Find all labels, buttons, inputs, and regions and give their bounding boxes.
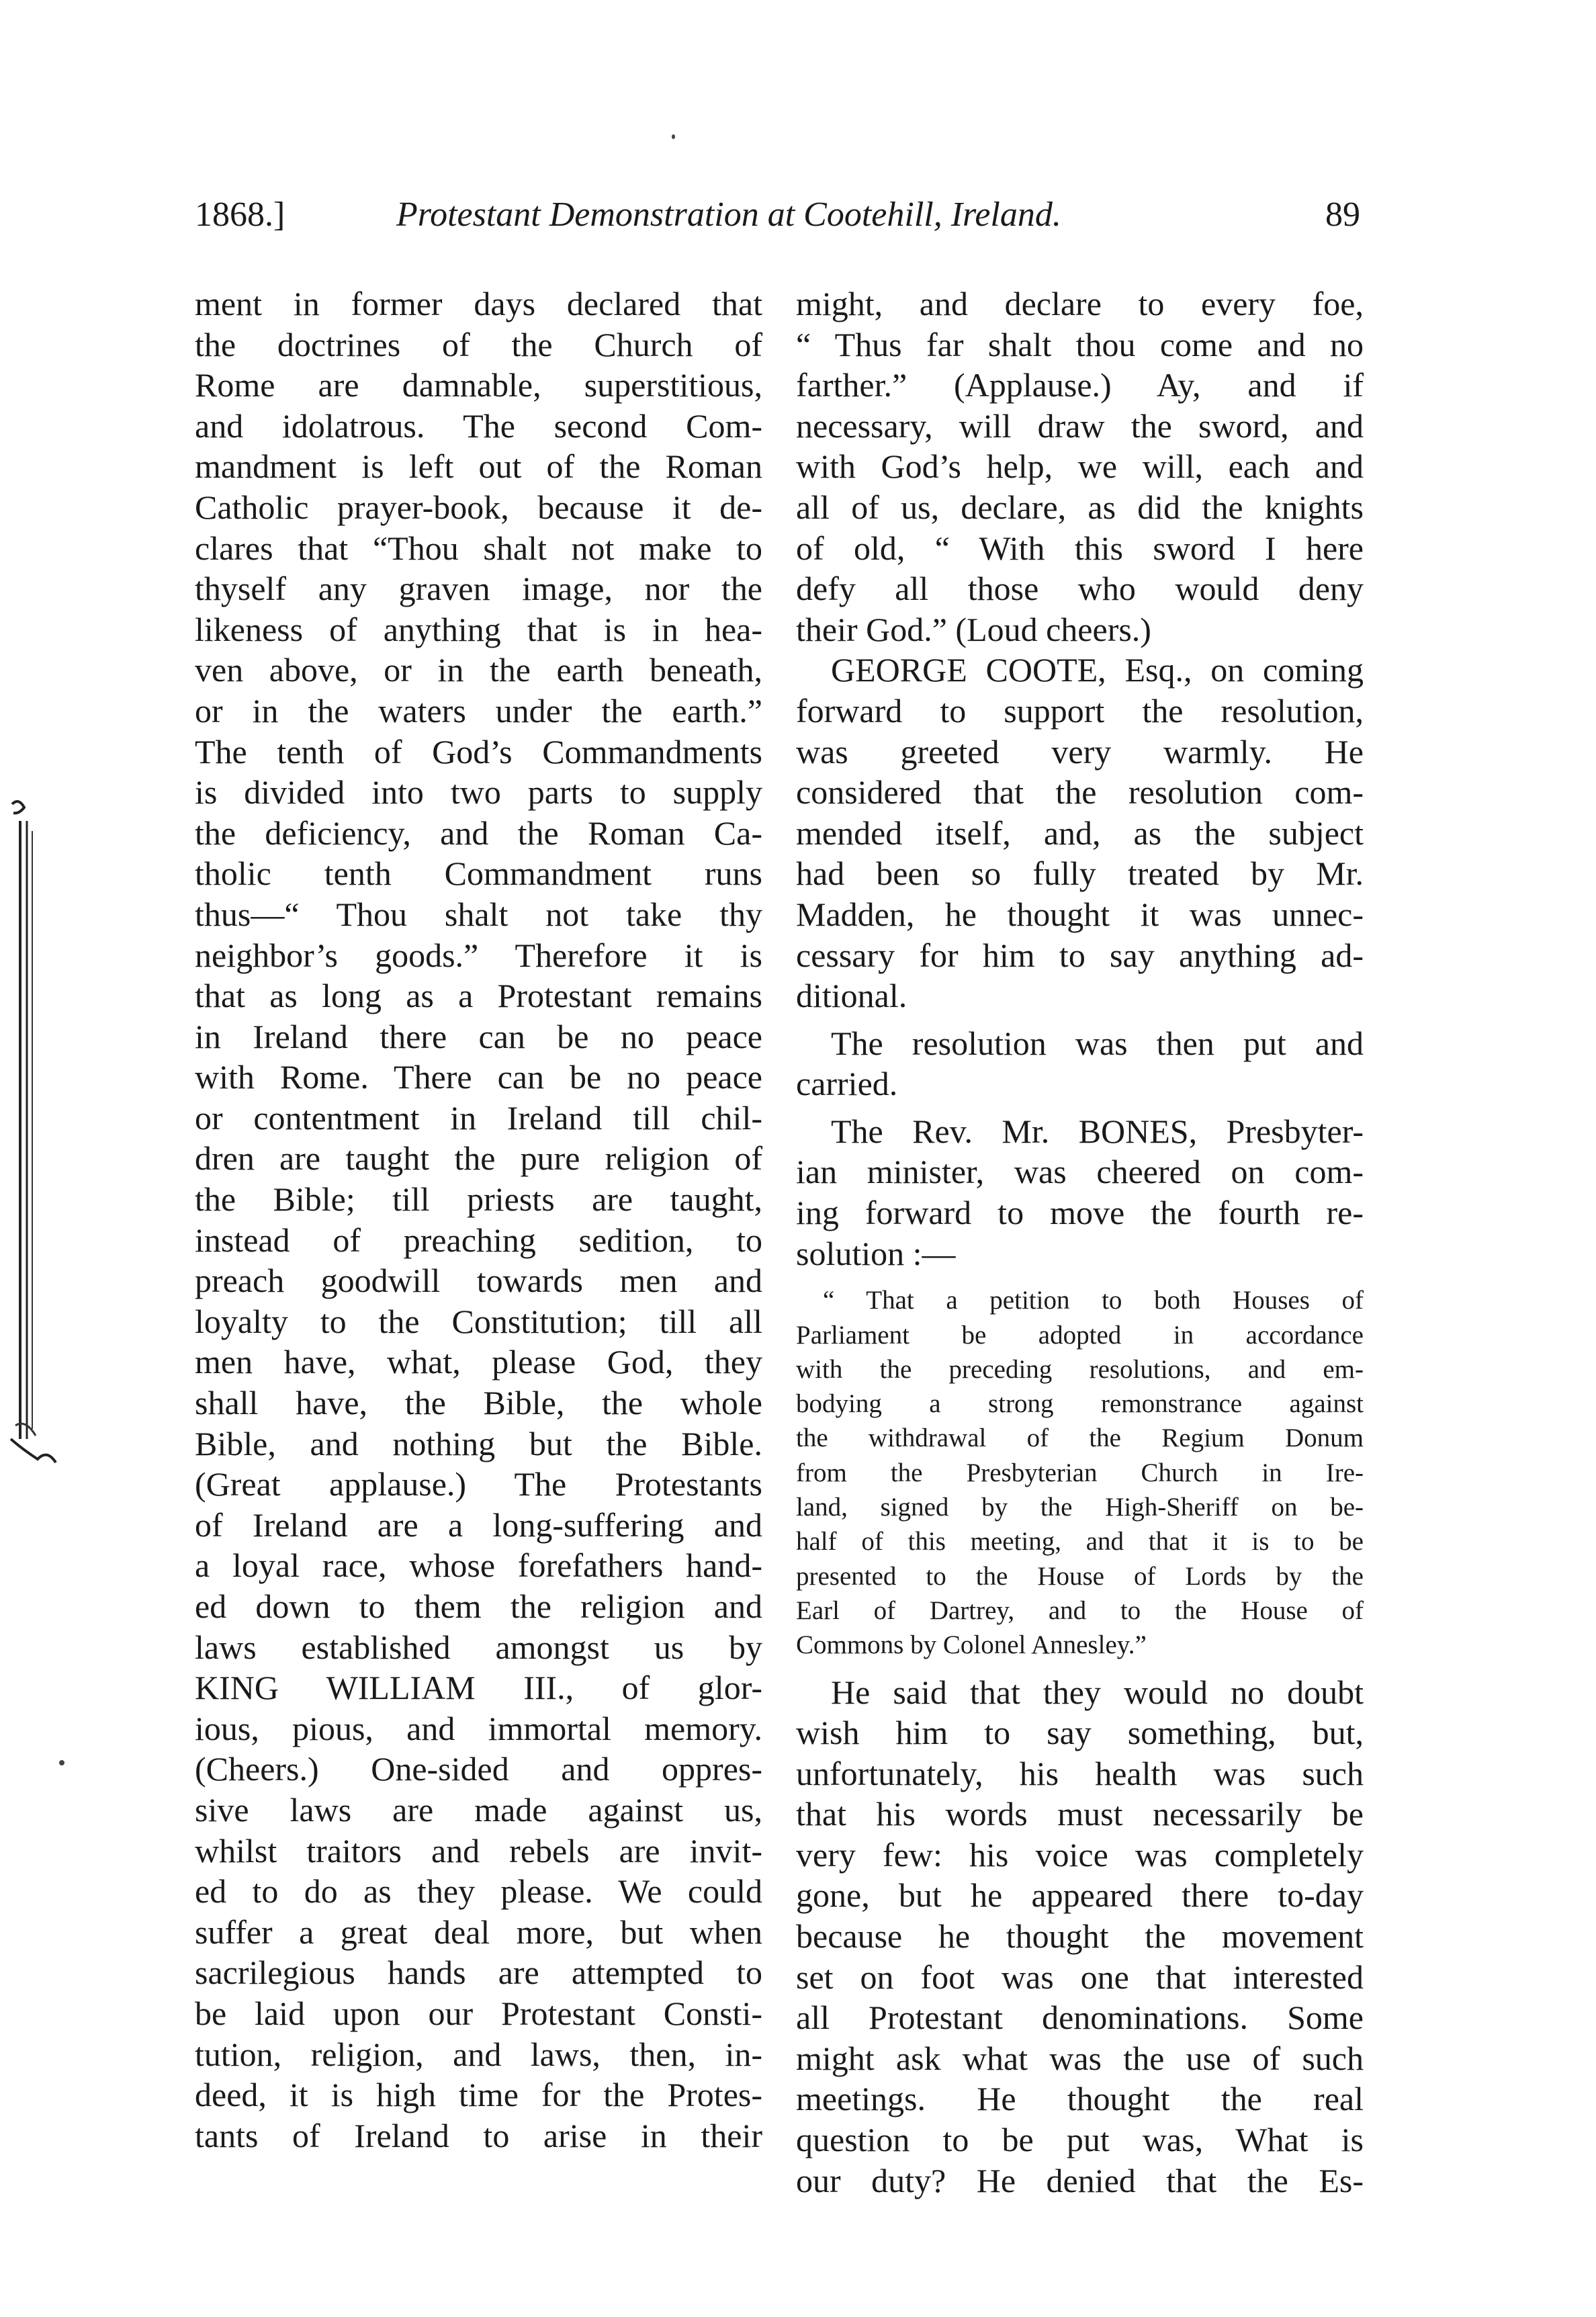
- resolution-line: Commons by Colonel Annesley.”: [796, 1630, 1147, 1660]
- text-line: question to be put was, What is: [796, 2121, 1364, 2159]
- text-line: farther.” (Applause.) Ay, and if: [796, 366, 1364, 404]
- text-line: of old, “ With this sword I here: [796, 529, 1364, 567]
- text-line: men have, what, please God, they: [195, 1343, 762, 1381]
- running-header: [195, 195, 1360, 242]
- page-number: 89: [1325, 195, 1360, 234]
- header-title: Protestant Demonstration at Cootehill, Ireland.: [396, 195, 1061, 234]
- text-line: cessary for him to say anything ad-: [796, 936, 1364, 974]
- text-line: that his words must necessarily be: [796, 1795, 1364, 1833]
- text-line: (Great applause.) The Protestants: [195, 1465, 762, 1503]
- text-line: ious, pious, and immortal memory.: [195, 1709, 762, 1747]
- text-line: mandment is left out of the Roman: [195, 447, 762, 486]
- text-line: tants of Ireland to arise in their: [195, 2116, 762, 2154]
- text-line: their God.” (Loud cheers.): [796, 610, 1151, 648]
- header-year: 1868.]: [195, 195, 285, 234]
- text-line: might, and declare to every foe,: [796, 285, 1364, 322]
- resolution-line: “ That a petition to both Houses of: [823, 1286, 1364, 1315]
- text-line: neighbor’s goods.” Therefore it is: [195, 936, 762, 974]
- resolution-line: half of this meeting, and that it is to be: [796, 1527, 1364, 1557]
- text-line: meetings. He thought the real: [796, 2080, 1364, 2118]
- text-line: or contentment in Ireland till chil-: [195, 1098, 762, 1137]
- text-line: sive laws are made against us,: [195, 1790, 762, 1829]
- text-line: a loyal race, whose forefathers hand-: [195, 1546, 762, 1585]
- text-line: the doctrines of the Church of: [195, 325, 762, 363]
- text-line: instead of preaching sedition, to: [195, 1221, 762, 1259]
- text-line: our duty? He denied that the Es-: [796, 2161, 1364, 2199]
- text-line: ed down to them the religion and: [195, 1587, 762, 1625]
- text-line: with God’s help, we will, each and: [796, 447, 1364, 486]
- resolution-line: Earl of Dartrey, and to the House of: [796, 1595, 1364, 1625]
- text-line: the Bible; till priests are taught,: [195, 1180, 762, 1219]
- resolution-line: bodying a strong remonstrance against: [796, 1389, 1364, 1419]
- text-line: ditional.: [796, 977, 907, 1015]
- text-line: carried.: [796, 1065, 898, 1103]
- text-line: clares that “Thou shalt not make to: [195, 529, 762, 567]
- text-line: (Cheers.) One-sided and oppres-: [195, 1750, 762, 1788]
- text-line: The Rev. Mr. BONES, Presbyter-: [831, 1112, 1364, 1150]
- text-line: the deficiency, and the Roman Ca-: [195, 814, 762, 852]
- text-line: suffer a great deal more, but when: [195, 1913, 762, 1951]
- text-line: tution, religion, and laws, then, in-: [195, 2035, 762, 2073]
- text-line: and idolatrous. The second Com-: [195, 406, 762, 445]
- text-line: set on foot was one that interested: [796, 1958, 1364, 1996]
- text-line: forward to support the resolution,: [796, 691, 1364, 730]
- text-line: Rome are damnable, superstitious,: [195, 366, 762, 404]
- text-line: Bible, and nothing but the Bible.: [195, 1424, 762, 1462]
- text-line: be laid upon our Protestant Consti-: [195, 1994, 762, 2032]
- resolution-quote: [796, 1283, 1364, 1662]
- resolution-line: with the preceding resolutions, and em-: [796, 1354, 1364, 1384]
- text-line: necessary, will draw the sword, and: [796, 406, 1364, 445]
- text-line: KING WILLIAM III., of glor-: [195, 1669, 762, 1707]
- text-line: Catholic prayer-book, because it de-: [195, 488, 762, 526]
- text-line: likeness of anything that is in hea-: [195, 610, 762, 648]
- text-line: The tenth of God’s Commandments: [195, 732, 762, 771]
- speck-mark: [672, 134, 675, 139]
- text-line: ian minister, was cheered on com-: [796, 1153, 1364, 1191]
- text-line: GEORGE COOTE, Esq., on coming: [831, 651, 1364, 689]
- text-line: thyself any graven image, nor the: [195, 570, 762, 608]
- text-line: laws established amongst us by: [195, 1628, 762, 1666]
- text-line: mended itself, and, as the subject: [796, 814, 1364, 852]
- text-line: might ask what was the use of such: [796, 2039, 1364, 2077]
- left-column: [195, 283, 762, 2156]
- text-line: considered that the resolution com-: [796, 773, 1364, 812]
- text-line: ment in former days declared that: [195, 285, 762, 322]
- text-line: whilst traitors and rebels are invit-: [195, 1831, 762, 1870]
- text-line: wish him to say something, but,: [796, 1714, 1364, 1752]
- speck-mark: [59, 1760, 64, 1765]
- text-line: sacrilegious hands are attempted to: [195, 1954, 762, 1992]
- text-line: defy all those who would deny: [796, 570, 1364, 608]
- resolution-line: the withdrawal of the Regium Donum: [796, 1424, 1364, 1453]
- text-line: thus—“ Thou shalt not take thy: [195, 895, 762, 933]
- text-line: in Ireland there can be no peace: [195, 1017, 762, 1055]
- text-line: loyalty to the Constitution; till all: [195, 1302, 762, 1340]
- resolution-line: presented to the House of Lords by the: [796, 1561, 1364, 1591]
- text-line: that as long as a Protestant remains: [195, 977, 762, 1015]
- text-line: He said that they would no doubt: [831, 1673, 1364, 1711]
- text-line: was greeted very warmly. He: [796, 732, 1364, 771]
- text-line: all of us, declare, as did the knights: [796, 488, 1364, 526]
- text-line: ed to do as they please. We could: [195, 1872, 762, 1911]
- text-line: very few: his voice was completely: [796, 1835, 1364, 1874]
- text-line: because he thought the movement: [796, 1917, 1364, 1956]
- resolution-line: land, signed by the High-Sheriff on be-: [796, 1493, 1364, 1522]
- text-line: The resolution was then put and: [831, 1024, 1364, 1062]
- resolution-line: Parliament be adopted in accordance: [796, 1320, 1364, 1350]
- resolution-line: from the Presbyterian Church in Ire-: [796, 1458, 1364, 1487]
- text-line: gone, but he appeared there to-day: [796, 1876, 1364, 1915]
- text-line: dren are taught the pure religion of: [195, 1139, 762, 1178]
- text-line: shall have, the Bible, the whole: [195, 1384, 762, 1422]
- text-line: ing forward to move the fourth re-: [796, 1194, 1364, 1232]
- text-line: ven above, or in the earth beneath,: [195, 651, 762, 689]
- text-line: is divided into two parts to supply: [195, 773, 762, 812]
- text-line: or in the waters under the earth.”: [195, 691, 762, 730]
- text-line: preach goodwill towards men and: [195, 1262, 762, 1300]
- text-line: with Rome. There can be no peace: [195, 1058, 762, 1096]
- text-line: Madden, he thought it was unnec-: [796, 895, 1364, 933]
- text-line: had been so fully treated by Mr.: [796, 855, 1364, 893]
- text-line: all Protestant denominations. Some: [796, 1999, 1364, 2037]
- right-column: [796, 283, 1364, 2201]
- text-line: tholic tenth Commandment runs: [195, 855, 762, 893]
- text-line: “ Thus far shalt thou come and no: [796, 325, 1364, 363]
- text-line: of Ireland are a long-suffering and: [195, 1505, 762, 1544]
- text-line: unfortunately, his health was such: [796, 1754, 1364, 1792]
- text-line: deed, it is high time for the Protes-: [195, 2076, 762, 2114]
- text-line: solution :—: [796, 1234, 956, 1272]
- margin-bracket-mark: [5, 794, 62, 1466]
